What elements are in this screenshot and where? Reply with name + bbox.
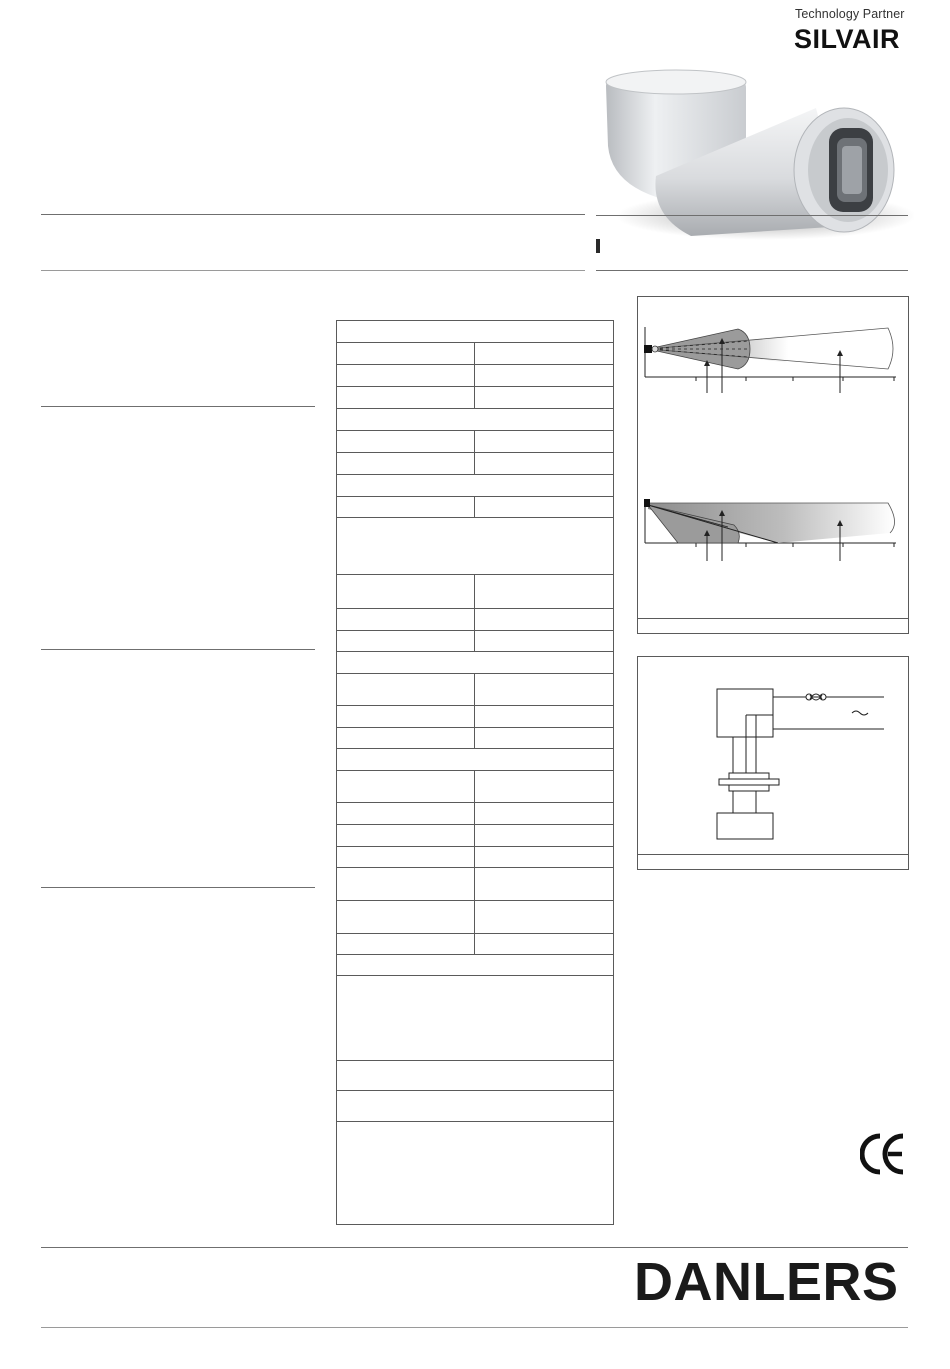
spec-row xyxy=(336,630,614,652)
title-rule-bottom-right xyxy=(596,270,908,271)
spec-row xyxy=(336,1060,614,1091)
title-rule-top-right xyxy=(596,215,908,216)
spec-value-cell xyxy=(474,847,614,868)
spec-value-cell xyxy=(474,453,614,475)
spec-value-cell xyxy=(474,825,614,847)
spec-value-cell xyxy=(474,674,614,706)
spec-row xyxy=(336,1090,614,1122)
spec-value-cell xyxy=(474,706,614,728)
spec-row xyxy=(336,364,614,387)
danlers-logo: DANLERS xyxy=(634,1252,899,1312)
spec-row xyxy=(336,867,614,901)
spec-row xyxy=(336,705,614,728)
spec-row xyxy=(336,320,614,342)
spec-label-cell xyxy=(336,728,474,749)
spec-label-cell xyxy=(336,847,474,868)
spec-value-cell xyxy=(474,901,614,934)
spec-row xyxy=(336,802,614,825)
section-rule-3 xyxy=(41,887,315,888)
spec-row xyxy=(336,452,614,475)
detection-pattern-graphic xyxy=(638,297,908,617)
spec-value-cell xyxy=(474,343,614,365)
spec-value-cell xyxy=(474,609,614,631)
spec-value-cell xyxy=(474,934,614,955)
spec-label-cell xyxy=(336,497,474,518)
section-rule-1 xyxy=(41,406,315,407)
spec-row xyxy=(336,748,614,771)
spec-row xyxy=(336,727,614,749)
spec-label-cell xyxy=(336,365,474,387)
spec-label-cell xyxy=(336,343,474,365)
section-marker xyxy=(596,239,600,253)
spec-row xyxy=(336,824,614,847)
spec-label-cell xyxy=(336,771,474,803)
spec-row xyxy=(336,900,614,934)
spec-value-cell xyxy=(474,803,614,825)
title-rule-top xyxy=(41,214,585,215)
spec-label-cell xyxy=(336,431,474,453)
spec-row xyxy=(336,1121,614,1206)
detection-caption-bar xyxy=(638,618,908,633)
spec-row xyxy=(336,474,614,497)
specification-table xyxy=(336,320,614,1224)
spec-value-cell xyxy=(474,771,614,803)
spec-label-cell xyxy=(336,825,474,847)
ce-mark-icon xyxy=(860,1133,906,1175)
spec-row xyxy=(336,342,614,365)
spec-label-cell xyxy=(336,868,474,901)
spec-row xyxy=(336,954,614,976)
spec-label-cell xyxy=(336,453,474,475)
spec-value-cell xyxy=(474,431,614,453)
spec-value-cell xyxy=(474,631,614,652)
spec-row xyxy=(336,408,614,431)
spec-value-cell xyxy=(474,497,614,518)
wiring-diagram xyxy=(637,656,909,870)
spec-row xyxy=(336,430,614,453)
section-rule-2 xyxy=(41,649,315,650)
spec-row xyxy=(336,673,614,706)
spec-row xyxy=(336,651,614,674)
spec-label-cell xyxy=(336,575,474,609)
spec-row xyxy=(336,386,614,409)
spec-label-cell xyxy=(336,803,474,825)
wiring-graphic xyxy=(638,657,908,855)
spec-value-cell xyxy=(474,868,614,901)
spec-row xyxy=(336,574,614,609)
spec-label-cell xyxy=(336,631,474,652)
spec-label-cell xyxy=(336,934,474,955)
silvair-logo: SILVAIR xyxy=(794,24,901,54)
spec-row xyxy=(336,770,614,803)
spec-value-cell xyxy=(474,575,614,609)
spec-label-cell xyxy=(336,901,474,934)
spec-row xyxy=(336,608,614,631)
footer-rule-bottom xyxy=(41,1327,908,1328)
wiring-caption-bar xyxy=(638,854,908,869)
footer-rule-top xyxy=(41,1247,908,1248)
title-rule-bottom xyxy=(41,270,585,271)
detection-pattern-diagram xyxy=(637,296,909,634)
spec-value-cell xyxy=(474,728,614,749)
technology-partner-label: Technology Partner xyxy=(795,7,905,21)
spec-label-cell xyxy=(336,706,474,728)
spec-label-cell xyxy=(336,387,474,409)
spec-value-cell xyxy=(474,365,614,387)
spec-row xyxy=(336,846,614,868)
spec-row xyxy=(336,975,614,1061)
spec-row xyxy=(336,933,614,955)
spec-row xyxy=(336,517,614,575)
spec-value-cell xyxy=(474,387,614,409)
spec-label-cell xyxy=(336,609,474,631)
spec-row xyxy=(336,496,614,518)
spec-label-cell xyxy=(336,674,474,706)
